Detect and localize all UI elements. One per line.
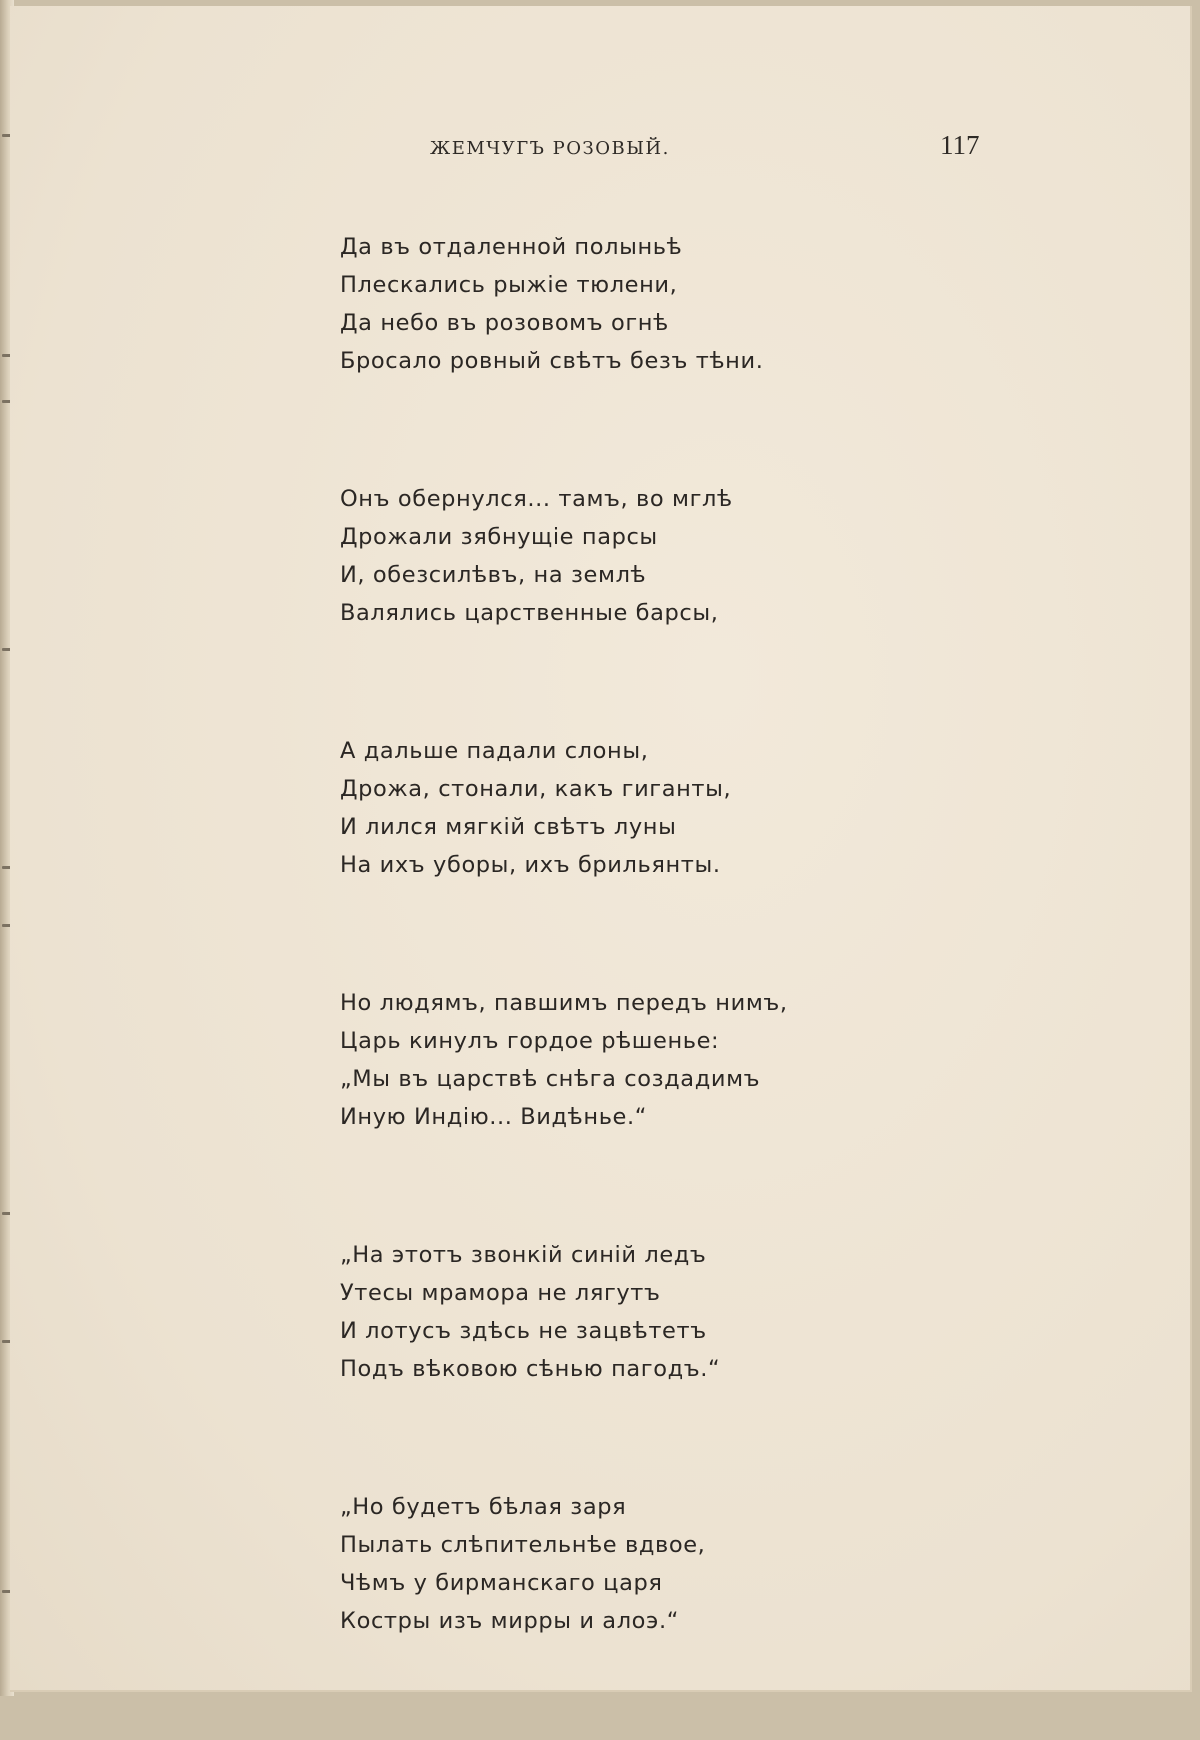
poem-line: А дальше падали слоны, [340, 738, 649, 764]
running-header-title: ЖЕМЧУГЪ РОЗОВЫЙ. [430, 138, 670, 159]
poem-line: Онъ обернулся... тамъ, во мглѣ [340, 486, 733, 512]
poem-body [340, 228, 900, 1740]
poem-line: Подъ вѣковою сѣнью пагодъ.“ [340, 1356, 721, 1382]
stanza-4 [340, 984, 900, 1136]
stanza-6 [340, 1488, 900, 1640]
poem-line: Дрожа, стонали, какъ гиганты, [340, 776, 732, 802]
poem-line: Пылать слѣпительнѣе вдвое, [340, 1532, 706, 1558]
poem-line: Но людямъ, павшимъ передъ нимъ, [340, 990, 788, 1016]
poem-line: Царь кинулъ гордое рѣшенье: [340, 1028, 720, 1054]
stanza-5 [340, 1236, 900, 1388]
poem-line: Костры изъ мирры и алоэ.“ [340, 1608, 679, 1634]
poem-line: И лился мягкій свѣтъ луны [340, 814, 677, 840]
poem-line: Дрожали зябнущіе парсы [340, 524, 658, 550]
poem-line: И лотусъ здѣсь не зацвѣтетъ [340, 1318, 707, 1344]
poem-line: Чѣмъ у бирманскаго царя [340, 1570, 663, 1596]
poem-line: Валялись царственные барсы, [340, 600, 719, 626]
stanza-2 [340, 480, 900, 632]
poem-line: Плескались рыжіе тюлени, [340, 272, 678, 298]
poem-line: Да въ отдаленной полыньѣ [340, 234, 683, 260]
poem-line: Иную Индію... Видѣнье.“ [340, 1104, 648, 1130]
page-number: 117 [940, 130, 980, 160]
poem-line: „На этотъ звонкій синій ледъ [340, 1242, 707, 1268]
poem-line: Да небо въ розовомъ огнѣ [340, 310, 669, 336]
stanza-1 [340, 228, 900, 380]
poem-line: Бросало ровный свѣтъ безъ тѣни. [340, 348, 764, 374]
poem-line: „Но будетъ бѣлая заря [340, 1494, 627, 1520]
poem-line: На ихъ уборы, ихъ брильянты. [340, 852, 721, 878]
poem-line: И, обезсилѣвъ, на землѣ [340, 562, 647, 588]
poem-line: „Мы въ царствѣ снѣга создадимъ [340, 1066, 761, 1092]
stanza-3 [340, 732, 900, 884]
poem-line: Утесы мрамора не лягутъ [340, 1280, 661, 1306]
